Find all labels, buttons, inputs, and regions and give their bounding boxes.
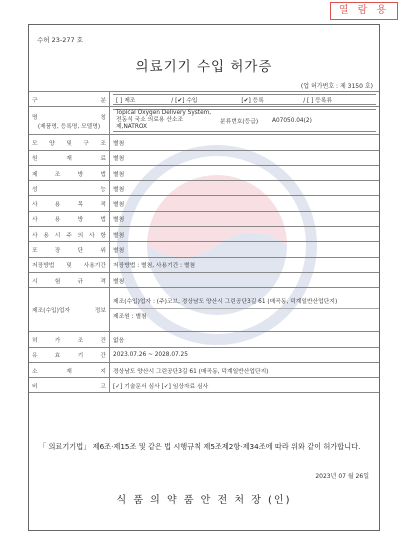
document-frame [28, 24, 380, 531]
checkbox-registration: [✔] 등록 [238, 94, 300, 104]
validity-label: 유 효 기 간 [29, 347, 110, 362]
test-value: 별첨 [110, 272, 380, 287]
shape-value: 별첨 [110, 135, 380, 150]
name-label-line2: (제품명, 등록명, 모델명) [37, 123, 101, 130]
manufacturer-info: 제조원 : 별첨 [113, 314, 147, 321]
purpose-value: 별첨 [110, 196, 380, 211]
validity-value: 2023.07.26 ~ 2028.07.25 [110, 347, 380, 362]
checkbox-registration-type: / [ ] 등록류 [300, 94, 376, 104]
storage-label: 저장방법 및 사용기간 [29, 257, 110, 272]
maker-cell [110, 288, 380, 332]
product-name: Topical Oxygen Delivery System,전동식 국소 의료용 산소조제,NATROX [113, 110, 217, 132]
document-number: 수허 23-277 호 [37, 36, 83, 44]
material-label: 원 재 료 [29, 150, 110, 165]
material-value: 별첨 [110, 150, 380, 165]
checkbox-import: / [✔] 수입 [168, 94, 238, 104]
method-label: 제 조 방 법 [29, 165, 110, 180]
storage-value: 저장방법 : 별첨, 사용기간 : 별첨 [110, 257, 380, 272]
maker-label: 제조(수입)업자 정보 [29, 288, 110, 332]
permit-number: (업 허가번호 : 제 3150 호) [300, 83, 373, 90]
performance-value: 별첨 [110, 181, 380, 196]
checkbox-manufacture: [ ] 제조 [113, 94, 168, 104]
usage-label: 사 용 방 법 [29, 211, 110, 226]
maker-info: 제조(수입)업자 : (주)코브, 경상남도 양산시 그린공단3길 61 (매곡동, 덕계일반산업단지) [110, 297, 379, 309]
caution-label: 사 용 시 주 의 사 항 [29, 227, 110, 242]
issuer-signature: 식 품 의 약 품 안 전 처 장 (인) [116, 495, 292, 506]
shape-label: 모 양 및 구 조 [29, 135, 110, 150]
stamp: 열 람 용 [330, 2, 398, 20]
package-label: 포 장 단 위 [29, 242, 110, 257]
permit-info-table [29, 91, 379, 393]
location-label: 소 재 지 [29, 362, 110, 377]
condition-value: 없음 [110, 332, 380, 347]
category-options [110, 92, 380, 107]
category-label: 구 분 [29, 92, 110, 107]
remark-value: [✓] 기술문서 심사 [✓] 임상자료 심사 [110, 378, 380, 393]
usage-value: 별첨 [110, 211, 380, 226]
condition-label: 허 가 조 건 [29, 332, 110, 347]
page-title: 의료기기 수입 허가증 [135, 59, 273, 75]
class-label: 분류번호(등급) [217, 110, 269, 132]
method-value: 별첨 [110, 165, 380, 180]
purpose-label: 사 용 목 적 [29, 196, 110, 211]
issue-date: 2023년 07 월 26일 [315, 473, 369, 480]
package-value: 별첨 [110, 242, 380, 257]
location-value: 경상남도 양산시 그린공단3길 61 (매곡동, 덕계일반산업단지) [110, 362, 380, 377]
remark-label: 비 고 [29, 378, 110, 393]
caution-value: 별첨 [110, 227, 380, 242]
name-cell [110, 107, 380, 135]
test-label: 시 험 규 격 [29, 272, 110, 287]
name-label [29, 107, 110, 135]
performance-label: 성 능 [29, 181, 110, 196]
class-value: A07050.04(2) [269, 110, 376, 132]
name-label-line1: 명 칭 [32, 114, 106, 121]
legal-statement: 「 의료기기법」 제6조·제15조 및 같은 법 시행규칙 제5조제2항·제34조에 따라 위와 같이 허가합니다. [39, 442, 361, 451]
